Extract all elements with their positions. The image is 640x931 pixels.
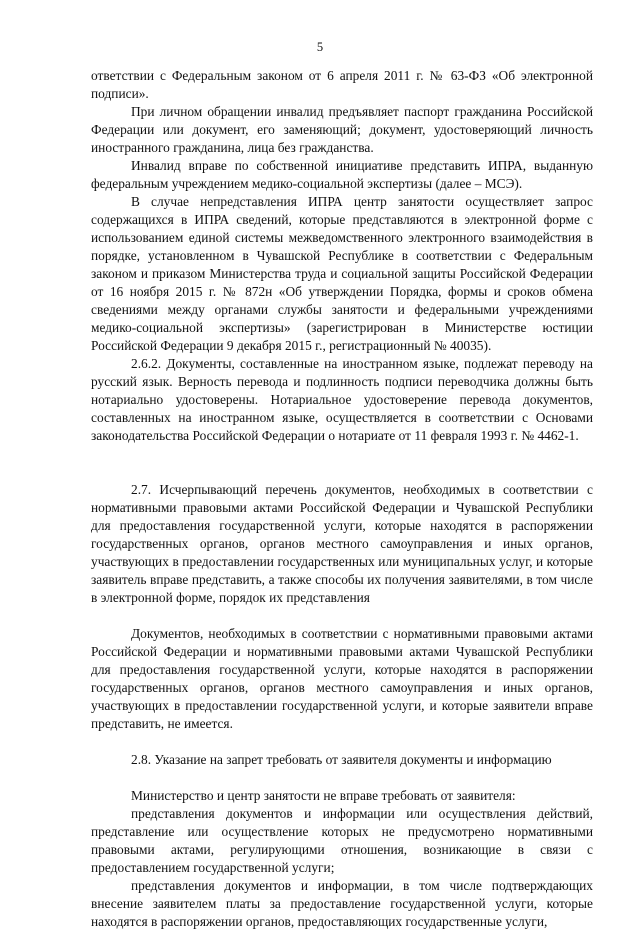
paragraph-ipra-initiative: Инвалид вправе по собственной инициативе представить ИПРА, выданную федеральным учреждением медико-социальной экспертизы (далее – МСЭ). [91, 158, 593, 191]
spacer [91, 733, 593, 751]
spacer [91, 445, 593, 463]
paragraph-passport: При личном обращении инвалид предъявляет паспорт гражданина Российской Федерации или документ, его заменяющий; документ, удостоверяющий личность иностранного гражданина, лица без гражданства. [91, 104, 593, 155]
spacer [91, 463, 593, 481]
spacer [91, 769, 593, 787]
paragraph-prohibition-item-2: представления документов и информации, в том числе подтверждающих внесение заявителем платы за предоставление государственной услуги, которые находятся в распоряжении органов, предоставляющих государственные услуги, [91, 878, 593, 929]
paragraph-no-documents: Документов, необходимых в соответствии с нормативными правовыми актами Российской Федерации и нормативными правовыми актами Чувашской Республики для предоставления государственной услуги, которые находятся в распоряжении государственных органов, органов местного самоуправления и иных органов, участвующих в предоставлении государственной услуги, и которые заявители вправе представить, не имеется. [91, 626, 593, 731]
spacer [91, 607, 593, 625]
section-heading-2-8: 2.8. Указание на запрет требовать от заявителя документы и информацию [131, 752, 552, 767]
paragraph-prohibition-intro: Министерство и центр занятости не вправе требовать от заявителя: [131, 788, 516, 803]
section-heading-2-7: 2.7. Исчерпывающий перечень документов, необходимых в соответствии с нормативными правовыми актами Российской Федерации и Чувашской Республики для предоставления государственной услуги, которые находятся в распоряжении государственных органов, органов местного самоуправления и иных органов, участвующих в предоставлении государственных или муниципальных услуг, и которые заявитель вправе представить, а также способы их получения заявителями, в том числе в электронной форме, порядок их представления [91, 482, 593, 605]
paragraph-prohibition-item-1: представления документов и информации или осуществления действий, представление или осуществление которых не предусмотрено нормативными правовыми актами, регулирующими отношения, возникающие в связи с предоставлением государственной услуги; [91, 806, 593, 875]
document-body [91, 67, 593, 931]
paragraph-2-6-2: 2.6.2. Документы, составленные на иностранном языке, подлежат переводу на русский язык. Верность перевода и подлинность подписи переводчика должны быть нотариально удостоверены. Нотариальное удостоверение перевода документов, составленных на иностранном языке, осуществляется в соответствии с Основами законодательства Российской Федерации о нотариате от 11 февраля 1993 г. № 4462-1. [91, 356, 593, 443]
page-number: 5 [316, 40, 324, 54]
paragraph-ipra-request: В случае непредставления ИПРА центр занятости осуществляет запрос содержащихся в ИПРА сведений, которые представляются в электронной форме с использованием единой системы межведомственного электронного взаимодействия в порядке, установленном в Чувашской Республике в соответствии с Федеральным законом и приказом Министерства труда и социальной защиты Российской Федерации от 16 ноября 2015 г. № 872н «Об утверждении Порядка, формы и сроков обмена сведениями между органами службы занятости и федеральными учреждениями медико-социальной экспертизы» (зарегистрирован в Министерстве юстиции Российской Федерации 9 декабря 2015 г., регистрационный № 40035). [91, 194, 593, 353]
paragraph-continuation: ответствии с Федеральным законом от 6 апреля 2011 г. № 63-ФЗ «Об электронной подписи». [91, 68, 593, 101]
